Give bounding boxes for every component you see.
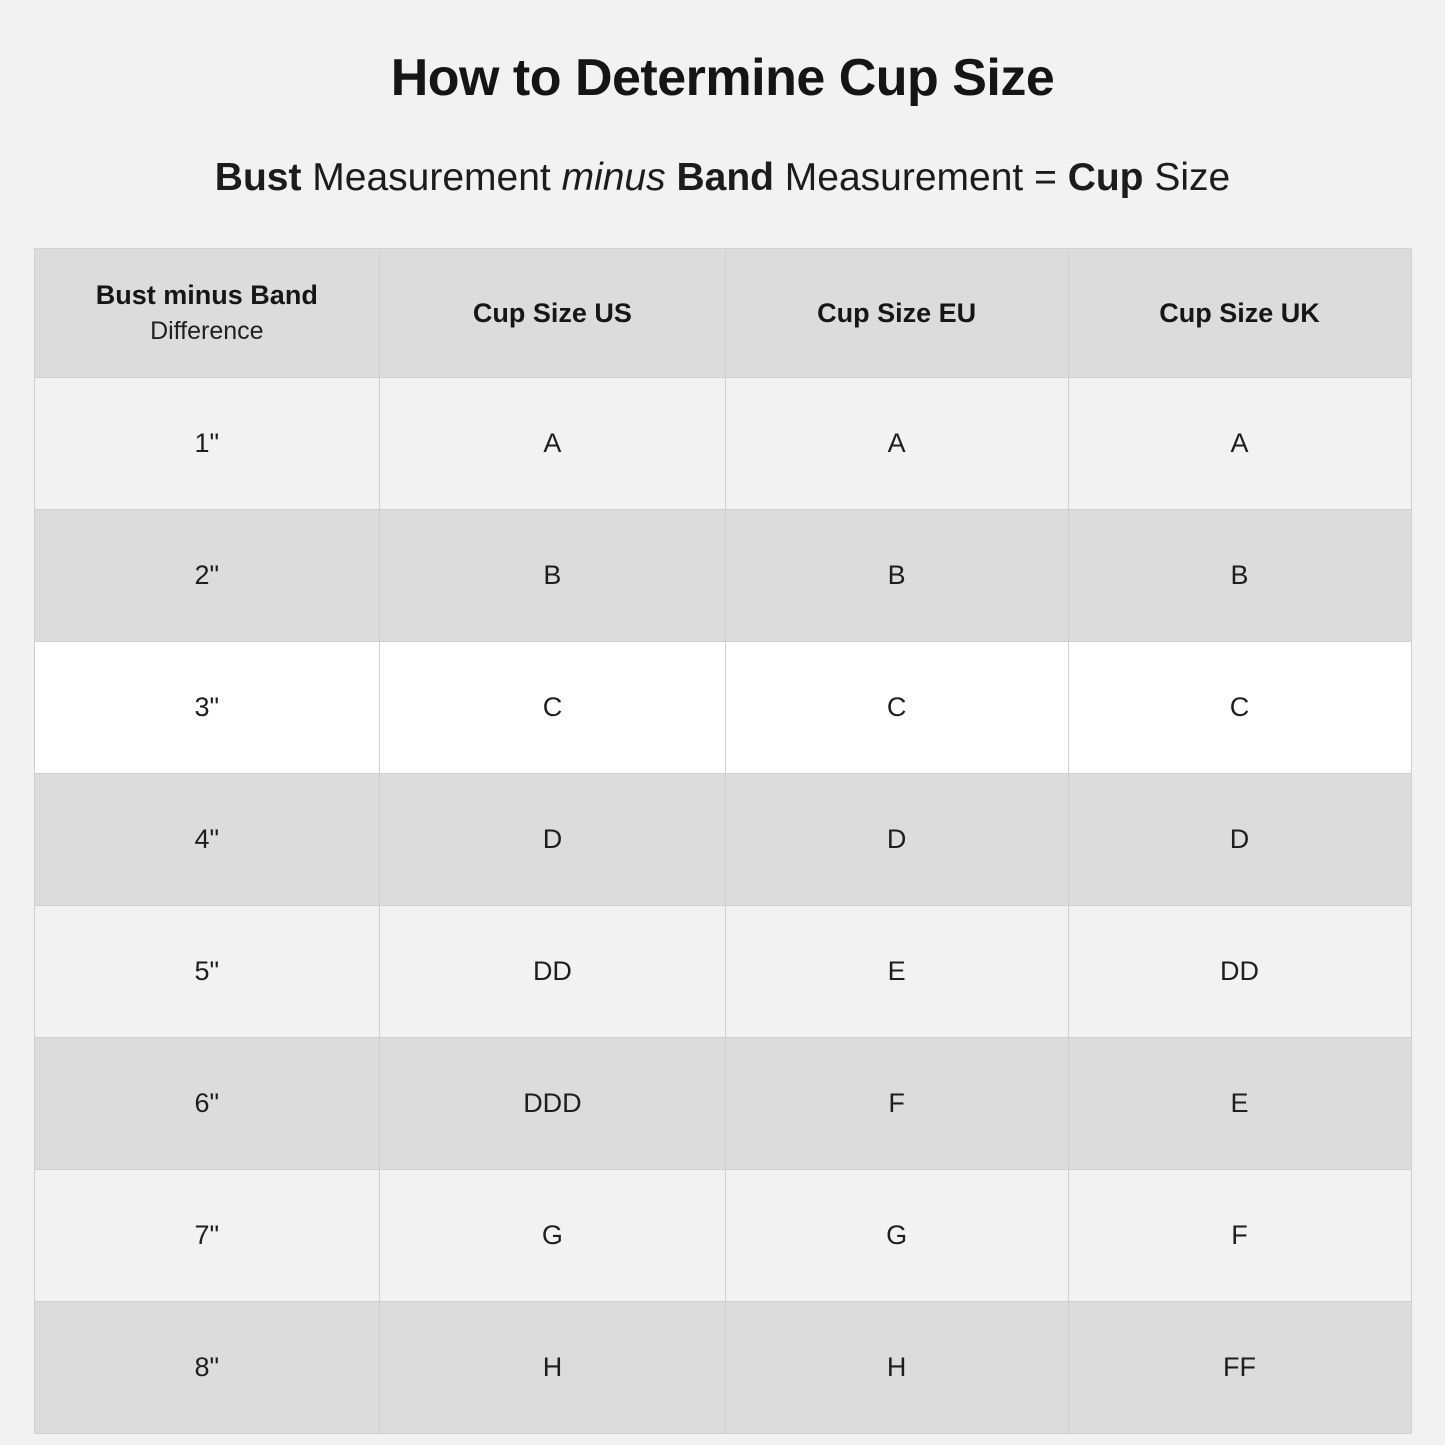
table-row [34, 1038, 1411, 1170]
cell-cup-uk: DD [1068, 906, 1411, 1038]
cell-cup-eu: H [725, 1302, 1068, 1434]
cell-difference: 3" [34, 642, 380, 774]
cell-difference: 1" [34, 378, 380, 510]
table-row [34, 906, 1411, 1038]
cell-cup-eu: B [725, 510, 1068, 642]
cell-cup-eu: C [725, 642, 1068, 774]
subtitle-band: Band [676, 156, 774, 199]
cell-cup-eu: G [725, 1170, 1068, 1302]
cell-cup-us: D [380, 774, 726, 906]
cell-difference: 6" [34, 1038, 380, 1170]
cell-cup-uk: D [1068, 774, 1411, 906]
cell-difference: 8" [34, 1302, 380, 1434]
cell-cup-eu: A [725, 378, 1068, 510]
table-body [34, 378, 1411, 1434]
subtitle-minus: minus [561, 156, 666, 199]
table-row [34, 642, 1411, 774]
cell-cup-uk: E [1068, 1038, 1411, 1170]
page-title: How to Determine Cup Size [390, 49, 1055, 107]
cup-size-table [34, 248, 1412, 1434]
cell-cup-us: B [380, 510, 726, 642]
column-header-cup-size-uk [1068, 249, 1411, 378]
subtitle-cup: Cup [1067, 156, 1144, 199]
cell-cup-uk: F [1068, 1170, 1411, 1302]
cell-difference: 2" [34, 510, 380, 642]
table-row [34, 378, 1411, 510]
column-header-cup-size-eu [725, 249, 1068, 378]
table-row [34, 1170, 1411, 1302]
cell-cup-eu: D [725, 774, 1068, 906]
table-row [34, 1302, 1411, 1434]
column-header-bust-minus-band [34, 249, 380, 378]
cell-cup-us: DDD [380, 1038, 726, 1170]
column-header-cup-size-eu-main: Cup Size EU [817, 297, 977, 328]
cell-cup-eu: E [725, 906, 1068, 1038]
cell-cup-uk: B [1068, 510, 1411, 642]
column-header-cup-size-us [380, 249, 726, 378]
column-header-bust-minus-band-main: Bust minus Band [95, 280, 318, 310]
table-header-row [34, 249, 1411, 378]
subtitle-bust: Bust [214, 156, 302, 199]
cell-difference: 4" [34, 774, 380, 906]
cell-cup-eu: F [725, 1038, 1068, 1170]
subtitle-measurement-2: Measurement = [773, 156, 1068, 199]
cell-cup-us: G [380, 1170, 726, 1302]
cell-cup-us: A [380, 378, 726, 510]
size-table-container [34, 248, 1412, 1434]
cell-cup-uk: C [1068, 642, 1411, 774]
cell-cup-uk: A [1068, 378, 1411, 510]
cell-cup-us: H [380, 1302, 726, 1434]
cell-difference: 7" [34, 1170, 380, 1302]
column-header-cup-size-us-main: Cup Size US [472, 297, 632, 328]
cell-cup-us: DD [380, 906, 726, 1038]
table-header [34, 249, 1411, 378]
table-row [34, 774, 1411, 906]
page-subtitle [215, 156, 1230, 200]
cell-difference: 5" [34, 906, 380, 1038]
cell-cup-uk: FF [1068, 1302, 1411, 1434]
column-header-cup-size-uk-main: Cup Size UK [1159, 297, 1320, 328]
subtitle-measurement-1: Measurement [301, 156, 562, 199]
cell-cup-us: C [380, 642, 726, 774]
table-row [34, 510, 1411, 642]
column-header-bust-minus-band-sub: Difference [150, 317, 264, 345]
subtitle-space [666, 156, 677, 199]
subtitle-size: Size [1143, 156, 1231, 199]
